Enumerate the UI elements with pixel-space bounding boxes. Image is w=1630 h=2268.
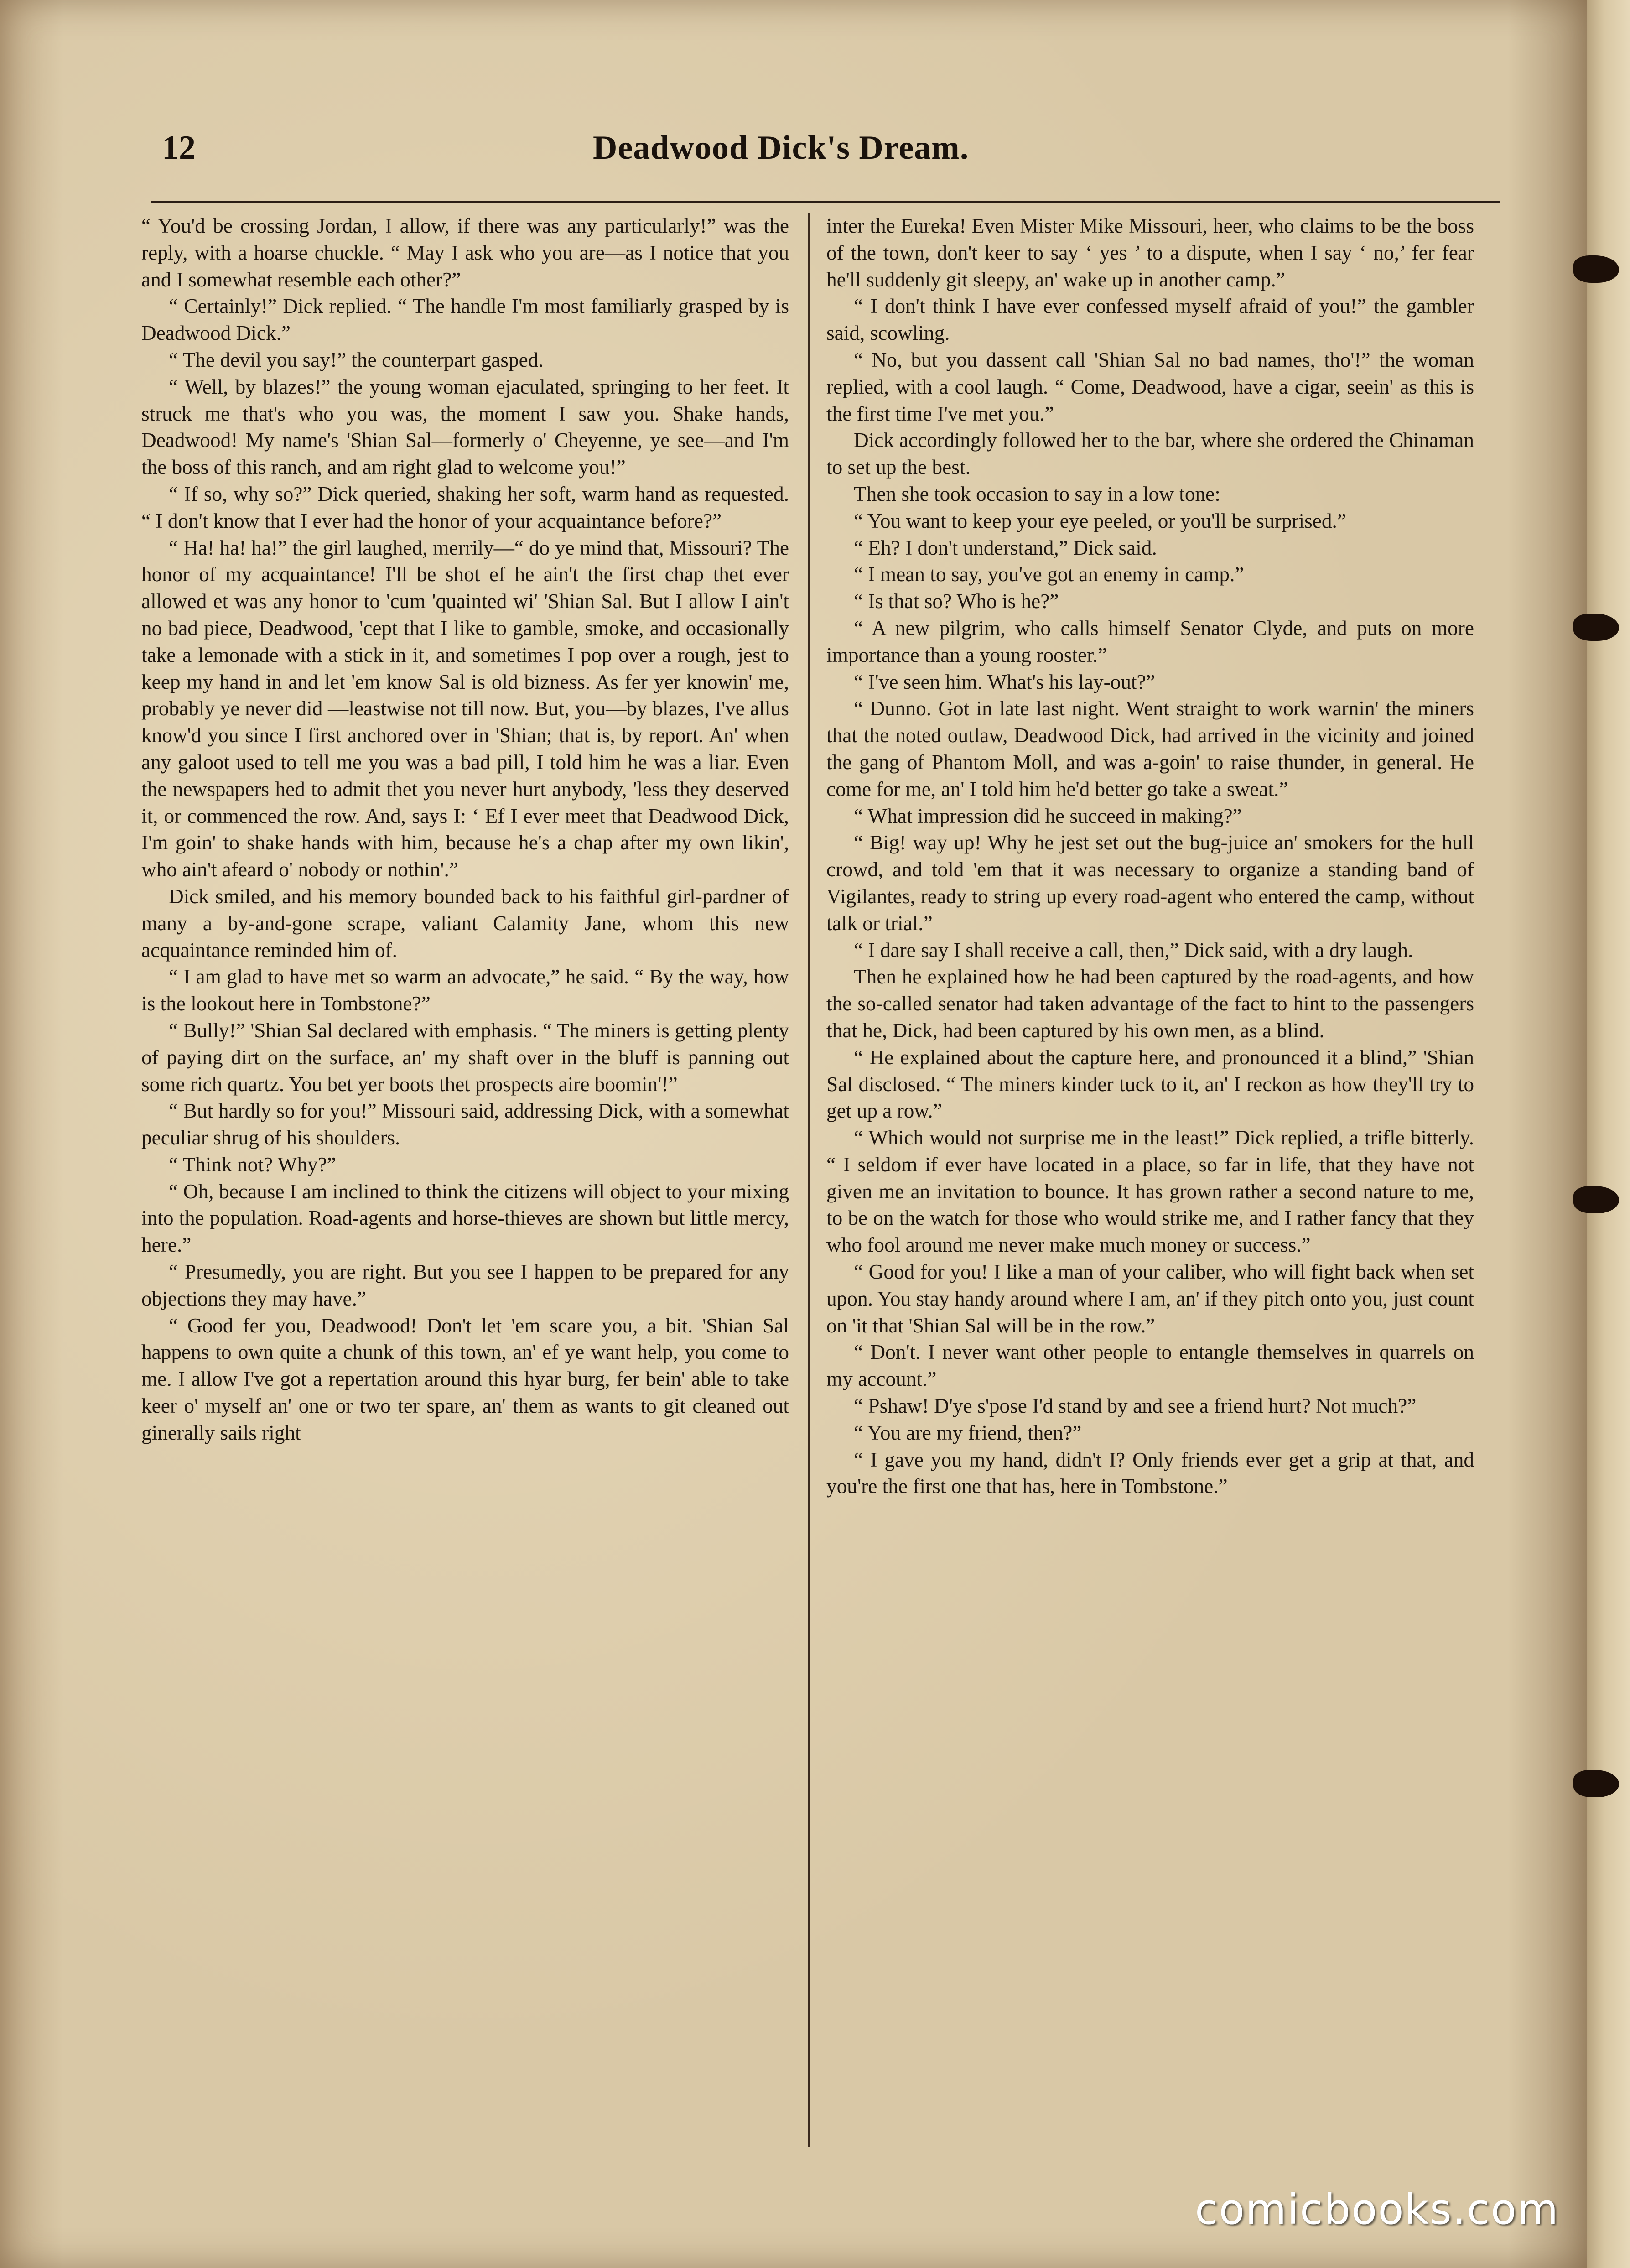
paragraph: “ I don't think I have ever confessed myself afraid of you!” the gambler said, scowling. [826,295,1474,345]
paragraph: “ I dare say I shall receive a call, then,” Dick said, with a dry laugh. [854,938,1413,962]
staple-hole [1573,1770,1619,1797]
paragraph: “ Big! way up! Why he jest set out the bug-juice an' smokers for the hull crowd, and told 'em that it was necessary to organize a standing band of Vigilantes, ready to string up every road-agent who entered the camp, without talk or trial.” [826,831,1474,935]
paragraph: “ Oh, because I am inclined to think the citizens will object to your mixing into the population. Road-agents and horse-thieves are shown but little mercy, here.” [141,1180,789,1257]
paragraph: “ Is that so? Who is he?” [854,590,1059,613]
paragraph: “ I am glad to have met so warm an advocate,” he said. “ By the way, how is the lookout here in Tombstone?” [141,965,789,1015]
paragraph: “ Certainly!” Dick replied. “ The handle I'm most familiarly grasped by is Deadwood Dick.” [141,295,789,345]
paragraph: “ Don't. I never want other people to entangle themselves in quarrels on my account.” [826,1341,1474,1391]
page-number: 12 [162,129,196,166]
binding-spine [1587,0,1630,2268]
paragraph: “ If so, why so?” Dick queried, shaking her soft, warm hand as requested. “ I don't know that I ever had the honor of your acquaintance before?” [141,482,789,532]
paragraph: Then he explained how he had been captured by the road-agents, and how the so-called senator had taken advantage of the fact to hint to the passengers that he, Dick, had been captured by his own men, as a blind. [826,965,1474,1042]
paragraph: “ Well, by blazes!” the young woman ejaculated, springing to her feet. It struck me that's who you was, the moment I saw you. Shake hands, Deadwood! My name's 'Shian Sal—formerly o' Cheyenne, ye see—and I'm the boss of this ranch, and am right glad to welcome you!” [141,375,789,479]
staple-hole [1573,255,1619,283]
paragraph: “ Good fer you, Deadwood! Don't let 'em scare you, a bit. 'Shian Sal happens to own quite a chunk of this town, an' ef ye want help, you come to me. I allow I've got a repertation around this hyar burg, fer bein' able to take keer o' myself an' one or two ter spare, an' them as wants to git cleaned out ginerally sails right [141,1314,789,1444]
paragraph: “ A new pilgrim, who calls himself Senator Clyde, and puts on more importance than a young rooster.” [826,616,1474,666]
paragraph: “ I gave you my hand, didn't I? Only friends ever get a grip at that, and you're the first one that has, here in Tombstone.” [826,1448,1474,1498]
paragraph: “ Which would not surprise me in the least!” Dick replied, a trifle bitterly. “ I seldom if ever have located in a place, so far in life, that they have not given me an invitation to bounce. It has grown rather a second nature to me, to be on the watch for those who would strike me, and I rather fancy that they who fool around me never make much money or success.” [826,1126,1474,1257]
column-divider [808,213,810,2147]
paragraph: “ You want to keep your eye peeled, or you'll be surprised.” [854,509,1346,532]
paragraph: “ Bully!” 'Shian Sal declared with emphasis. “ The miners is getting plenty of paying dirt on the surface, an' my shaft over in the bluff is panning out some rich quartz. You bet yer boots thet prospects aire boomin'!” [141,1019,789,1096]
paragraph: “ Good for you! I like a man of your caliber, who will fight back when set upon. You stay handy around where I am, an' if they pitch onto you, just count on 'it that 'Shian Sal will be in the row.” [826,1260,1474,1337]
paragraph: “ Pshaw! D'ye s'pose I'd stand by and see a friend hurt? Not much?” [854,1394,1417,1418]
paragraph: “ No, but you dassent call 'Shian Sal no bad names, tho'!” the woman replied, with a cool laugh. “ Come, Deadwood, have a cigar, seein' as this is the first time I've met you.” [826,348,1474,425]
paragraph: “ I've seen him. What's his lay-out?” [854,670,1155,693]
right-column [826,213,1474,2149]
paragraph: “ What impression did he succeed in making?” [854,804,1242,827]
page-header [0,129,1587,174]
staple-hole [1573,614,1619,641]
header-rule [151,201,1500,203]
paragraph: “ You'd be crossing Jordan, I allow, if there was any particularly!” was the reply, with a hoarse chuckle. “ May I ask who you are—as I notice that you and I somewhat resemble each other?” [141,214,789,291]
paragraph: “ I mean to say, you've got an enemy in camp.” [854,563,1244,586]
paragraph: “ Ha! ha! ha!” the girl laughed, merrily—“ do ye mind that, Missouri? The honor of my acquaintance! I'll be shot ef he ain't the first chap thet ever allowed et was any honor to 'cum 'quainted wi' 'Shian Sal. But I allow I ain't no bad piece, Deadwood, 'cept that I like to gamble, smoke, and occasionally take a lemonade with a stick in it, and sometimes I pop over a rough, jest to keep my hand in and let 'em know Sal is old bizness. As fer yer knowin' me, probably ye never did —leastwise not till now. But, you—by blazes, I've allus know'd you since I first anchored over in 'Shian; that is, by report. An' when any galoot used to tell me you was a bad pill, I told him he was a liar. Even the newspapers hed to admit thet you never hurt anybody, 'less they deserved it, or commenced the row. And, says I: ‘ Ef I ever meet that Deadwood Dick, I'm goin' to shake hands with him, because he's a chap after my own likin', who ain't afeard o' nobody or nothin'.” [141,536,789,881]
running-title: Deadwood Dick's Dream. [593,129,969,166]
paragraph: Dick smiled, and his memory bounded back to his faithful girl-pardner of many a by-and-gone scrape, valiant Calamity Jane, whom this new acquaintance reminded him of. [141,884,789,962]
left-column [141,213,789,2149]
paragraph: “ He explained about the capture here, and pronounced it a blind,” 'Shian Sal disclosed. “ The miners kinder tuck to it, an' I reckon as how they'll try to get up a row.” [826,1046,1474,1123]
paragraph: Dick accordingly followed her to the bar, where she ordered the Chinaman to set up the best. [826,429,1474,479]
paragraph: “ Think not? Why?” [169,1153,336,1176]
staple-hole [1573,1186,1619,1213]
paragraph: Then she took occasion to say in a low tone: [854,482,1220,505]
paragraph: “ The devil you say!” the counterpart gasped. [169,348,544,371]
paragraph: “ Dunno. Got in late last night. Went straight to work warnin' the miners that the noted outlaw, Deadwood Dick, had arrived in the vicinity and joined the gang of Phantom Moll, and was a-goin' to raise thunder, in general. He come for me, an' I told him he'd better go take a sweat.” [826,697,1474,801]
paragraph: “ Presumedly, you are right. But you see I happen to be prepared for any objections they may have.” [141,1260,789,1310]
paragraph: inter the Eureka! Even Mister Mike Missouri, heer, who claims to be the boss of the town, don't keer to say ‘ yes ’ to a dispute, when I say ‘ no,’ fer fear he'll suddenly git sleepy, an' wake up in another camp.” [826,214,1474,291]
paragraph: “ You are my friend, then?” [854,1421,1082,1444]
paragraph: “ But hardly so for you!” Missouri said, addressing Dick, with a somewhat peculiar shrug of his shoulders. [141,1099,789,1150]
paragraph: “ Eh? I don't understand,” Dick said. [854,536,1157,559]
watermark: comicbooks.com [1195,2185,1559,2234]
